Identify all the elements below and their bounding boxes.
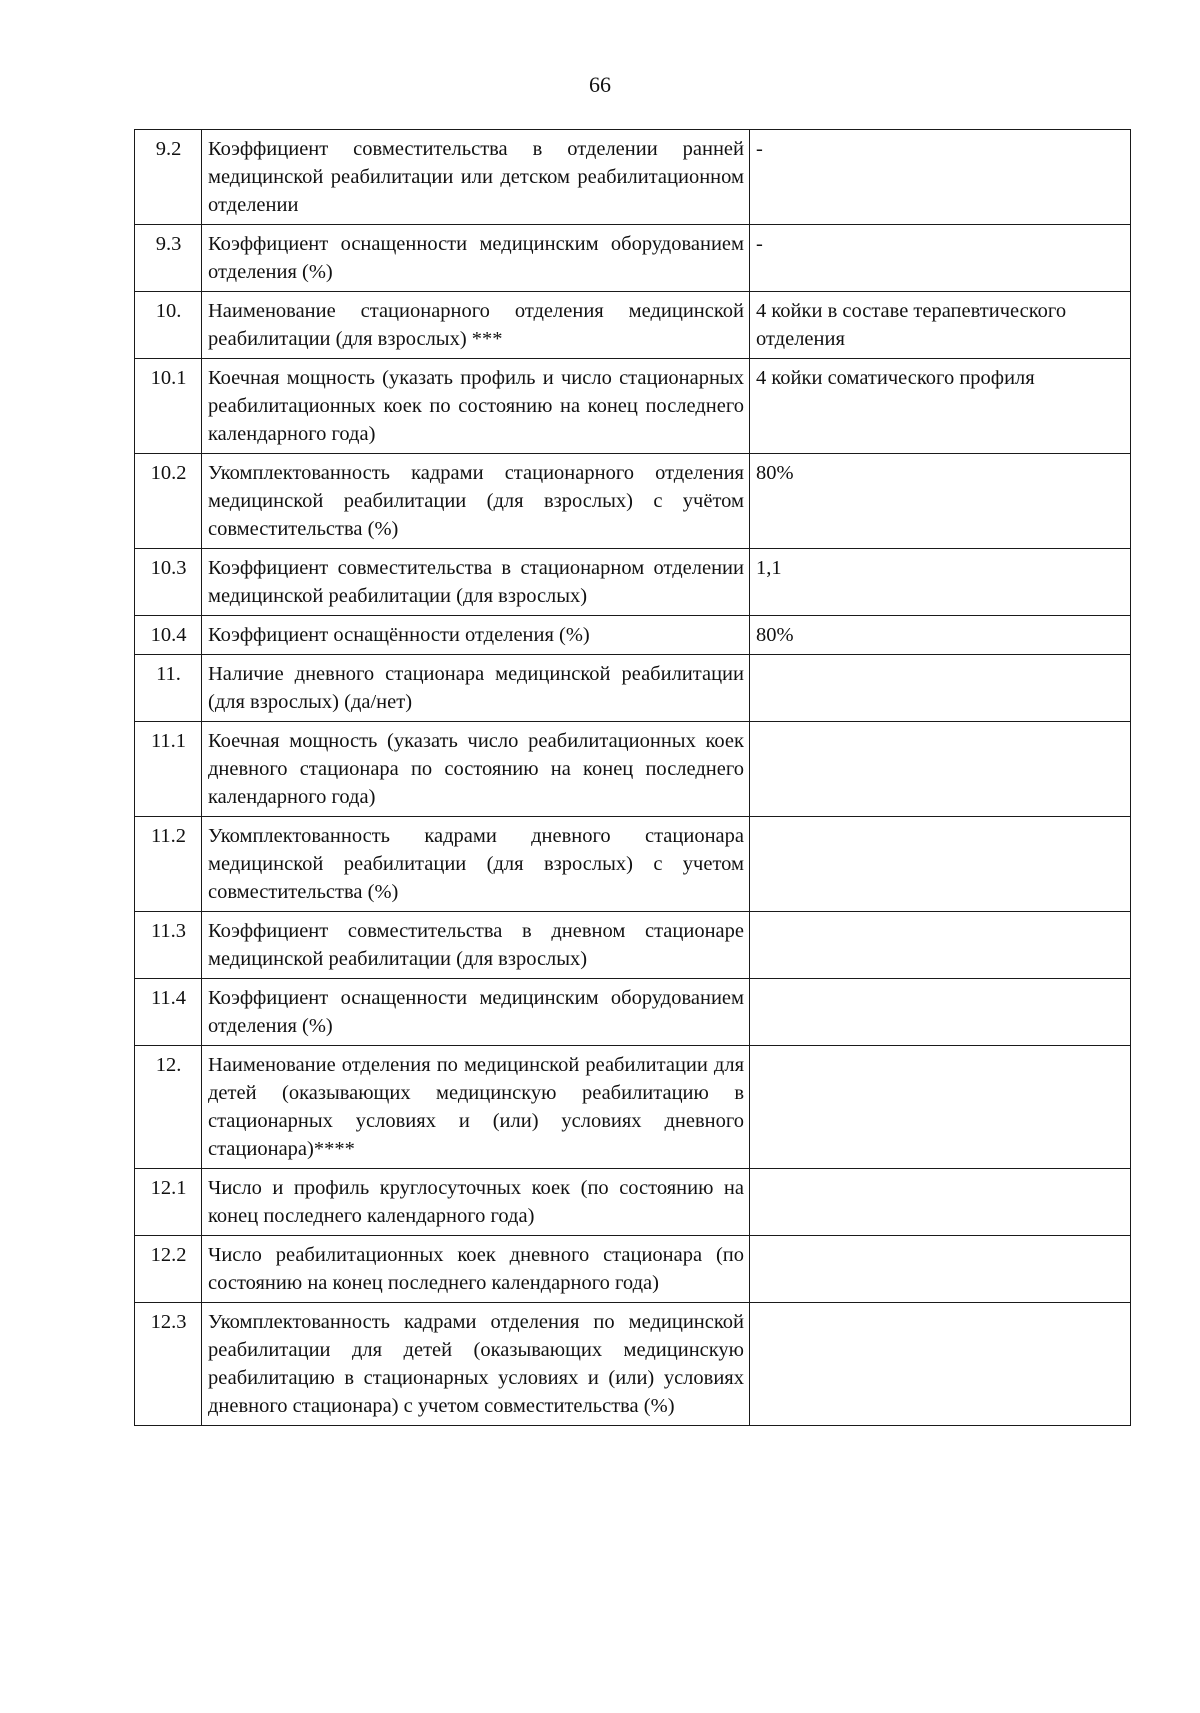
- row-value: [750, 655, 1131, 722]
- table-row: [135, 817, 1131, 912]
- row-description: Наличие дневного стационара медицинской реабилитации (для взрослых) (да/нет): [202, 655, 750, 722]
- table-row: [135, 912, 1131, 979]
- table-row: [135, 225, 1131, 292]
- row-value: -: [750, 225, 1131, 292]
- row-number: 11.2: [135, 817, 202, 912]
- row-value: [750, 722, 1131, 817]
- row-value: [750, 817, 1131, 912]
- row-number: 9.2: [135, 130, 202, 225]
- table-body: [135, 130, 1131, 1426]
- row-description: Укомплектованность кадрами дневного стационара медицинской реабилитации (для взрослых) с учетом совместительства (%): [202, 817, 750, 912]
- indicators-table: [134, 129, 1131, 1426]
- table-row: [135, 979, 1131, 1046]
- row-description: Коечная мощность (указать число реабилитационных коек дневного стационара по состоянию на конец последнего календарного года): [202, 722, 750, 817]
- row-description: Число и профиль круглосуточных коек (по состоянию на конец последнего календарного года): [202, 1169, 750, 1236]
- row-value: [750, 979, 1131, 1046]
- row-value: [750, 1303, 1131, 1426]
- row-number: 10.1: [135, 359, 202, 454]
- row-description: Коэффициент оснащенности медицинским оборудованием отделения (%): [202, 979, 750, 1046]
- row-value: 1,1: [750, 549, 1131, 616]
- row-description: Коэффициент совместительства в отделении ранней медицинской реабилитации или детском реабилитационном отделении: [202, 130, 750, 225]
- row-number: 11.3: [135, 912, 202, 979]
- table-row: [135, 359, 1131, 454]
- row-number: 10.: [135, 292, 202, 359]
- row-number: 10.3: [135, 549, 202, 616]
- table-row: [135, 722, 1131, 817]
- row-number: 9.3: [135, 225, 202, 292]
- row-number: 10.2: [135, 454, 202, 549]
- row-value: 4 койки соматического профиля: [750, 359, 1131, 454]
- row-value: 80%: [750, 616, 1131, 655]
- row-description: Число реабилитационных коек дневного стационара (по состоянию на конец последнего календарного года): [202, 1236, 750, 1303]
- table-row: [135, 1303, 1131, 1426]
- row-number: 10.4: [135, 616, 202, 655]
- row-description: Укомплектованность кадрами стационарного отделения медицинской реабилитации (для взрослых) с учётом совместительства (%): [202, 454, 750, 549]
- row-description: Коэффициент совместительства в дневном стационаре медицинской реабилитации (для взрослых): [202, 912, 750, 979]
- table-row: [135, 616, 1131, 655]
- row-number: 11.4: [135, 979, 202, 1046]
- table-row: [135, 1046, 1131, 1169]
- row-value: 80%: [750, 454, 1131, 549]
- row-number: 11.1: [135, 722, 202, 817]
- table-row: [135, 454, 1131, 549]
- row-value: 4 койки в составе терапевтического отделения: [750, 292, 1131, 359]
- row-value: -: [750, 130, 1131, 225]
- table-row: [135, 130, 1131, 225]
- table-row: [135, 549, 1131, 616]
- row-number: 12.: [135, 1046, 202, 1169]
- table-row: [135, 655, 1131, 722]
- page-number: 66: [589, 72, 611, 97]
- table-row: [135, 292, 1131, 359]
- row-description: Коэффициент оснащенности медицинским оборудованием отделения (%): [202, 225, 750, 292]
- row-description: Коечная мощность (указать профиль и число стационарных реабилитационных коек по состоянию на конец последнего календарного года): [202, 359, 750, 454]
- row-number: 12.3: [135, 1303, 202, 1426]
- row-description: Наименование отделения по медицинской реабилитации для детей (оказывающих медицинскую реабилитацию в стационарных условиях и (или) условиях дневного стационара)****: [202, 1046, 750, 1169]
- table-row: [135, 1169, 1131, 1236]
- row-number: 12.2: [135, 1236, 202, 1303]
- row-description: Коэффициент совместительства в стационарном отделении медицинской реабилитации (для взрослых): [202, 549, 750, 616]
- row-value: [750, 912, 1131, 979]
- row-value: [750, 1169, 1131, 1236]
- row-value: [750, 1236, 1131, 1303]
- table-row: [135, 1236, 1131, 1303]
- row-description: Наименование стационарного отделения медицинской реабилитации (для взрослых) ***: [202, 292, 750, 359]
- row-number: 12.1: [135, 1169, 202, 1236]
- row-description: Коэффициент оснащённости отделения (%): [202, 616, 750, 655]
- row-number: 11.: [135, 655, 202, 722]
- row-description: Укомплектованность кадрами отделения по медицинской реабилитации для детей (оказывающих медицинскую реабилитацию в стационарных условиях и (или) условиях дневного стационара) с учетом совместительства (%): [202, 1303, 750, 1426]
- row-value: [750, 1046, 1131, 1169]
